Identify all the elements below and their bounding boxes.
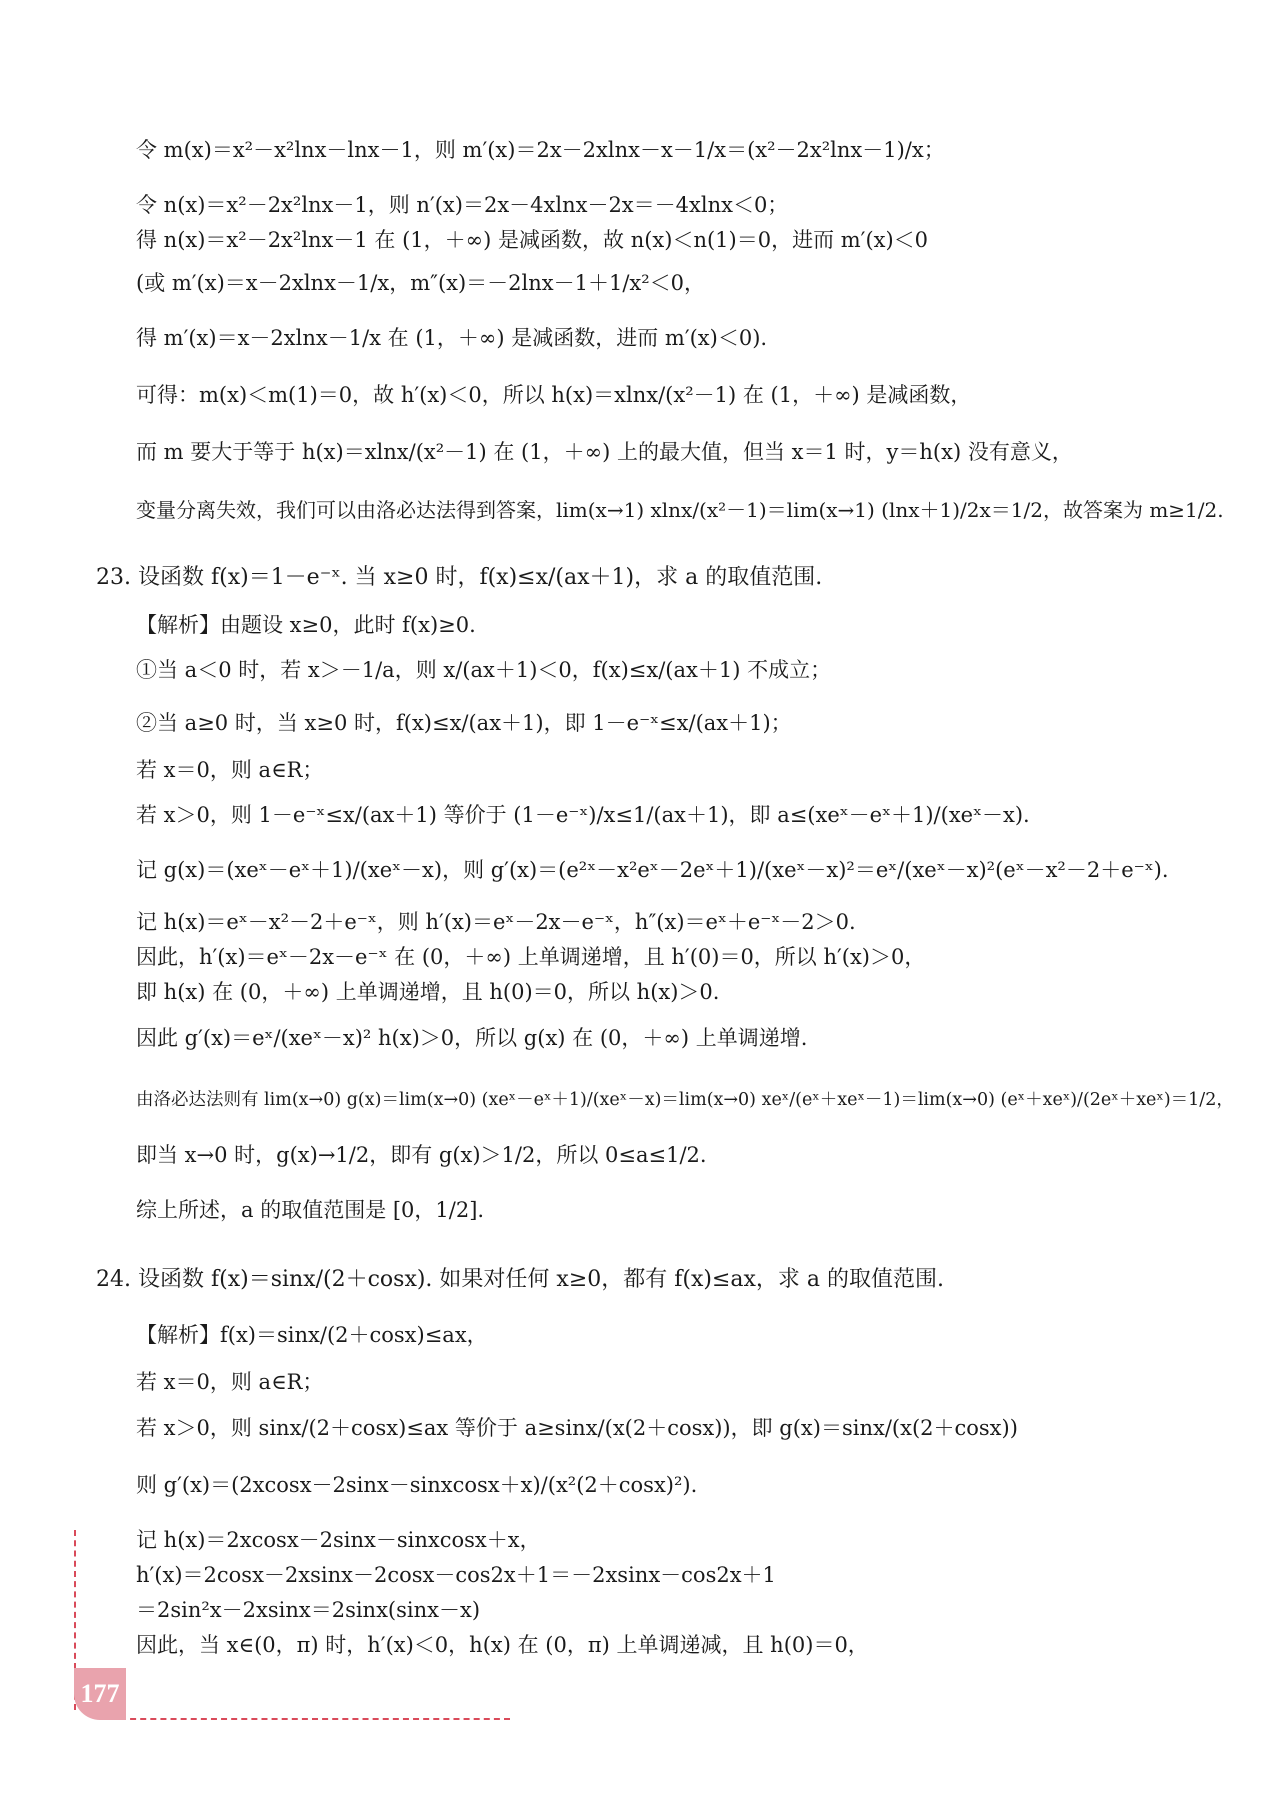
question-heading: 23. 设函数 f(x)＝1－e⁻ˣ. 当 x≥0 时，f(x)≤x/(ax＋1)，求 a 的取值范围. <box>96 565 823 590</box>
text-line: 记 g(x)＝(xeˣ－eˣ＋1)/(xeˣ－x)，则 g′(x)＝(e²ˣ－x²eˣ－2eˣ＋1)/(xeˣ－x)²＝eˣ/(xeˣ－x)²(eˣ－x²－2＋e⁻ˣ). <box>136 858 1169 882</box>
text-line: 因此，当 x∈(0，π) 时，h′(x)＜0，h(x) 在 (0，π) 上单调递减，且 h(0)＝0， <box>136 1633 869 1657</box>
text-line: 若 x＞0，则 1－e⁻ˣ≤x/(ax＋1) 等价于 (1－e⁻ˣ)/x≤1/(ax＋1)，即 a≤(xeˣ－eˣ＋1)/(xeˣ－x). <box>136 803 1030 827</box>
text-line: 【解析】由题设 x≥0，此时 f(x)≥0. <box>136 613 476 637</box>
text-line: 则 g′(x)＝(2xcosx－2sinx－sinxcosx＋x)/(x²(2＋cosx)²). <box>136 1473 698 1497</box>
text-line: 变量分离失效，我们可以由洛必达法得到答案，lim(x→1) xlnx/(x²－1)＝lim(x→1) (lnx＋1)/2x＝1/2，故答案为 m≥1/2. <box>136 498 1224 522</box>
text-line: 令 m(x)＝x²－x²lnx－lnx－1，则 m′(x)＝2x－2xlnx－x－1/x＝(x²－2x²lnx－1)/x； <box>136 138 945 162</box>
text-line: h′(x)＝2cosx－2xsinx－2cosx－cos2x＋1＝－2xsinx－cos2x＋1 <box>136 1563 776 1587</box>
text-line: 由洛必达法则有 lim(x→0) g(x)＝lim(x→0) (xeˣ－eˣ＋1)/(xeˣ－x)＝lim(x→0) xeˣ/(eˣ＋xeˣ－1)＝lim(x→0) (eˣ＋xeˣ)/(2eˣ＋xeˣ)＝1/2， <box>136 1090 1234 1110</box>
text-line: 因此 g′(x)＝eˣ/(xeˣ－x)² h(x)＞0，所以 g(x) 在 (0，＋∞) 上单调递增. <box>136 1026 808 1050</box>
text-line: 可得：m(x)＜m(1)＝0，故 h′(x)＜0，所以 h(x)＝xlnx/(x²－1) 在 (1，＋∞) 是减函数， <box>136 383 972 407</box>
text-line: ①当 a＜0 时，若 x＞－1/a，则 x/(ax＋1)＜0，f(x)≤x/(ax＋1) 不成立； <box>136 658 832 682</box>
text-line: 即 h(x) 在 (0，＋∞) 上单调递增，且 h(0)＝0，所以 h(x)＞0. <box>136 980 720 1004</box>
text-line: 而 m 要大于等于 h(x)＝xlnx/(x²－1) 在 (1，＋∞) 上的最大值，但当 x＝1 时，y＝h(x) 没有意义， <box>136 440 1073 464</box>
text-line: 若 x＝0，则 a∈R； <box>136 1370 324 1394</box>
text-line: 综上所述，a 的取值范围是 [0，1/2]. <box>136 1198 485 1222</box>
text-line: 记 h(x)＝2xcosx－2sinx－sinxcosx＋x， <box>136 1528 541 1552</box>
text-line: 即当 x→0 时，g(x)→1/2，即有 g(x)＞1/2，所以 0≤a≤1/2. <box>136 1143 707 1167</box>
text-line: 因此，h′(x)＝eˣ－2x－e⁻ˣ 在 (0，＋∞) 上单调递增，且 h′(0)＝0，所以 h′(x)＞0， <box>136 945 926 969</box>
text-line: 记 h(x)＝eˣ－x²－2＋e⁻ˣ，则 h′(x)＝eˣ－2x－e⁻ˣ，h″(x)＝eˣ＋e⁻ˣ－2＞0. <box>136 910 856 934</box>
text-line: ＝2sin²x－2xsinx＝2sinx(sinx－x) <box>136 1598 481 1622</box>
text-line: 得 n(x)＝x²－2x²lnx－1 在 (1，＋∞) 是减函数，故 n(x)＜n(1)＝0，进而 m′(x)＜0 <box>136 228 929 252</box>
text-line: 【解析】f(x)＝sinx/(2＋cosx)≤ax， <box>136 1323 488 1347</box>
text-line: ②当 a≥0 时，当 x≥0 时，f(x)≤x/(ax＋1)，即 1－e⁻ˣ≤x/(ax＋1)； <box>136 711 792 735</box>
text-line: 令 n(x)＝x²－2x²lnx－1，则 n′(x)＝2x－4xlnx－2x＝－4xlnx＜0； <box>136 193 789 217</box>
text-line: 得 m′(x)＝x－2xlnx－1/x 在 (1，＋∞) 是减函数，进而 m′(x)＜0). <box>136 326 768 350</box>
margin-dashed-line-horizontal <box>120 1718 510 1720</box>
text-line: 若 x＝0，则 a∈R； <box>136 758 324 782</box>
page-number: 177 <box>74 1668 126 1720</box>
text-line: (或 m′(x)＝x－2xlnx－1/x，m″(x)＝－2lnx－1＋1/x²＜0， <box>136 271 706 295</box>
question-heading: 24. 设函数 f(x)＝sinx/(2＋cosx). 如果对任何 x≥0，都有 f(x)≤ax，求 a 的取值范围. <box>96 1267 945 1292</box>
text-line: 若 x＞0，则 sinx/(2＋cosx)≤ax 等价于 a≥sinx/(x(2＋cosx))，即 g(x)＝sinx/(x(2＋cosx)) <box>136 1416 1018 1440</box>
